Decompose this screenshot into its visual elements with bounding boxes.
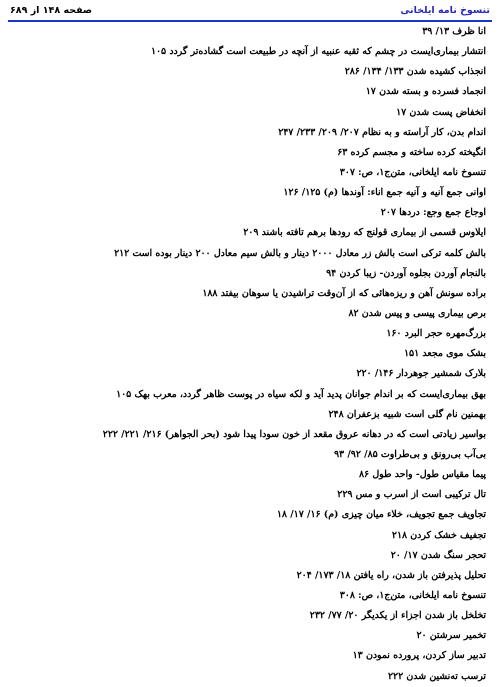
page-number: صفحه ۱۴۸ از ۶۸۹	[10, 5, 93, 16]
glossary-entry: بزرگ‌مهره حجر البرد ۱۶۰	[386, 328, 486, 340]
glossary-entry: انجذاب کشیده شدن ۱۳۳/ ۱۳۴/ ۲۸۶	[344, 66, 486, 78]
glossary-entry: بواسیر زیادتی است که در دهانه عروق مقعد از خون سودا پیدا شود (بحر الجواهر) ۲۱۶/ ۲۲۱/ ۲۲۲	[102, 428, 486, 440]
glossary-entry: تال ترکیبی است از اسرب و مس ۲۲۹	[337, 489, 486, 501]
glossary-entry: تنسوخ نامه ایلخانی، متن‌ج۱، ص: ۳۰۸	[339, 589, 486, 601]
glossary-entry: ایلاوس قسمی از بیماری قولنج که رودها برهم تافته باشند ۲۰۹	[243, 227, 486, 239]
glossary-entry: انجماد فسرده و بسته شدن ۱۷	[365, 86, 486, 98]
glossary-entry: تنسوخ نامه ایلخانی، متن‌ج۱، ص: ۳۰۷	[339, 166, 486, 178]
glossary-entry: تجاویف جمع تجویف، خلاء میان چیزی (م) ۱۶/ ۱۷/ ۱۸	[276, 509, 486, 521]
glossary-entry: اوجاع جمع وجع: دردها ۲۰۷	[380, 207, 486, 219]
glossary-entry: انخفاض پست شدن ۱۷	[396, 106, 486, 118]
glossary-entry: تحلیل پذیرفتن باز شدن، راه یافتن ۱۸/ ۱۷۳/ ۲۰۴	[296, 569, 486, 581]
glossary-list	[8, 22, 492, 687]
glossary-entry: تحجر سنگ شدن ۱۷/ ۲۰	[390, 549, 486, 561]
page-header	[8, 4, 492, 22]
glossary-entry: اندام بدن، کار آراسته و به نظام ۲۰۷/ ۲۰۹/ ۲۳۳/ ۲۴۷	[278, 126, 486, 138]
glossary-entry: تخلخل باز شدن اجزاء از یکدیگر ۲۰/ ۷۷/ ۲۳۲	[309, 610, 486, 622]
glossary-entry: انگیخته کرده ساخته و مجسم کرده ۶۳	[337, 146, 486, 158]
glossary-entry: تخمیر سرشتن ۲۰	[416, 630, 486, 642]
glossary-entry: انتشار بیماری‌ایست در چشم که ثقبه عنبیه از آنچه در طبیعت است گشاده‌تر گردد ۱۰۵	[150, 46, 486, 58]
glossary-entry: بهمنین نام گلی است شبیه بزعفران ۲۴۸	[328, 408, 486, 420]
glossary-entry: تدبیر ساز کردن، پرورده نمودن ۱۳	[352, 650, 486, 662]
glossary-entry: ترسب ته‌نشین شدن ۲۲۲	[388, 670, 486, 682]
glossary-entry: بالش کلمه ترکی است بالش زر معادل ۲۰۰۰ دینار و بالش سیم معادل ۲۰۰ دینار بوده است ۲۱۲	[114, 247, 486, 259]
glossary-entry: براده سونش آهن و ریزه‌هائی که از آن‌وقت تراشیدن یا سوهان بیفتد ۱۸۸	[202, 287, 486, 299]
glossary-entry: بهق بیماری‌ایست که بر اندام جوانان پدید آید و لکه سیاه در پوست ظاهر گردد، معرب بهک ۱۰۵	[116, 388, 486, 400]
glossary-entry: بلارک شمشیر جوهردار ۱۴۶/ ۲۲۰	[356, 368, 486, 380]
glossary-entry: بالنجام آوردن بجلوه آوردن- زیبا کردن ۹۴	[326, 267, 486, 279]
glossary-entry: بشک موی مجعد ۱۵۱	[404, 348, 486, 360]
glossary-entry: تجفیف خشک کردن ۲۱۸	[391, 529, 486, 541]
glossary-entry: انا ظرف ۱۳/ ۳۹	[422, 26, 486, 37]
book-title: تنسوخ نامه ایلخانی	[400, 5, 490, 16]
glossary-entry: پیما مقیاس طول- واحد طول ۸۶	[359, 469, 486, 481]
glossary-entry: بی‌آب بی‌رونق و بی‌طراوت ۸۵/ ۹۲/ ۹۳	[334, 448, 486, 460]
glossary-entry: اوانی جمع آنیه و آنیه جمع اناء: آوندها (م) ۱۲۵/ ۱۲۶	[283, 187, 486, 199]
glossary-entry: برص بیماری پیسی و پیس شدن ۸۲	[348, 307, 486, 319]
